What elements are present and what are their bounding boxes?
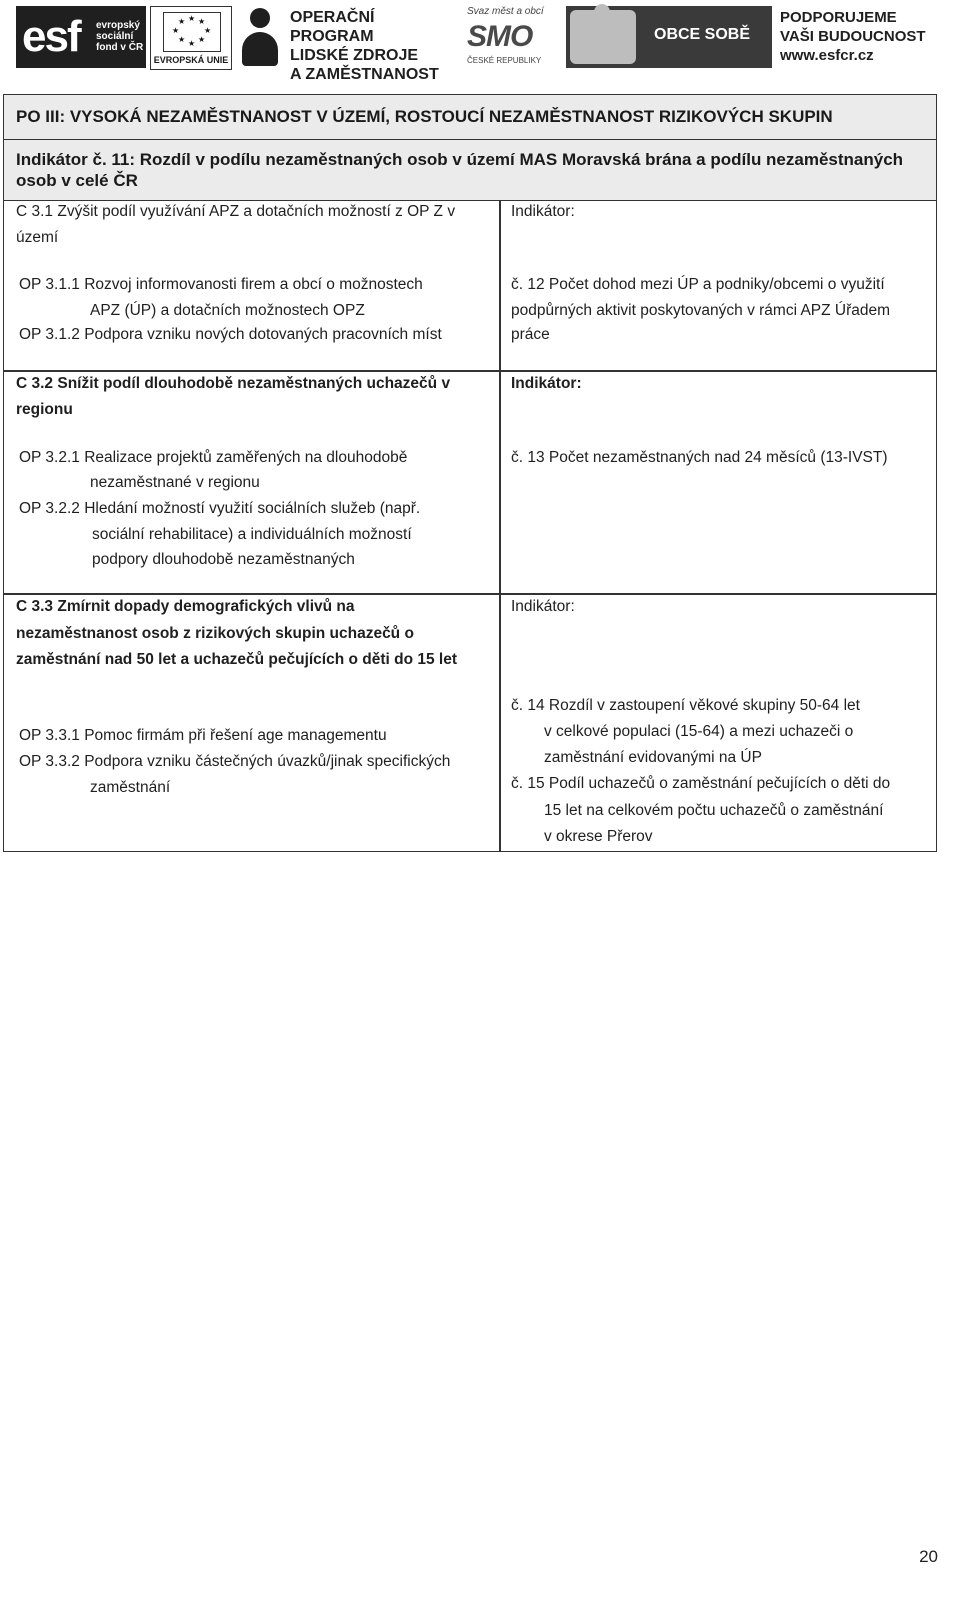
priority-table [3, 94, 937, 852]
goal-line: C 3.2 Snížit podíl dlouhodobě nezaměstnaných uchazečů v [16, 375, 451, 392]
indicator-header [4, 140, 936, 201]
smo-logo [465, 6, 557, 68]
goal-line: nezaměstnanost osob z rizikových skupin uchazečů o [16, 625, 414, 642]
esf-text: evropský sociální fond v ČR [96, 20, 144, 53]
obce-sobe-logo [566, 6, 772, 68]
goal-line: C 3.3 Zmírnit dopady demografických vlivů na [16, 598, 355, 615]
op-line: sociální rehabilitace) a individuálních možností [92, 526, 412, 543]
eu-logo [150, 6, 232, 70]
priority-header [4, 95, 936, 140]
indicator-line: zaměstnání evidovanými na ÚP [544, 749, 762, 766]
esf-mark: esf [22, 12, 80, 61]
indicator-line: v celkové populaci (15-64) a mezi uchazeči o [544, 723, 854, 740]
indicator-line: č. 15 Podíl uchazečů o zaměstnání pečujících o děti do [511, 775, 891, 792]
op-line: OP 3.3.2 Podpora vzniku částečných úvazků/jinak specifických [19, 753, 451, 770]
indicator-line: v okrese Přerov [544, 828, 653, 845]
priority-title: PO III: VYSOKÁ NEZAMĚSTNANOST V ÚZEMÍ, ROSTOUCÍ NEZAMĚSTNANOST RIZIKOVÝCH SKUPIN [16, 107, 833, 126]
goal-line: zaměstnání nad 50 let a uchazečů pečujících o děti do 15 let [16, 651, 458, 668]
op-line: nezaměstnané v regionu [90, 474, 260, 491]
eu-caption: EVROPSKÁ UNIE [153, 55, 229, 65]
esf-slogan: PODPORUJEME VAŠI BUDOUCNOST www.esfcr.cz [780, 9, 926, 64]
indicator-line: č. 12 Počet dohod mezi ÚP a podniky/obcemi o využití [511, 276, 885, 293]
goal-line: území [16, 229, 59, 246]
column-divider [499, 201, 501, 851]
indicator-line: práce [511, 326, 550, 343]
eu-flag-icon: ★ ★ ★ ★ ★ ★ ★ ★ [163, 12, 221, 52]
op-line: OP 3.3.1 Pomoc firmám při řešení age managementu [19, 727, 387, 744]
indicator-line: č. 13 Počet nezaměstnaných nad 24 měsíců (13-IVST) [511, 449, 888, 466]
indicator-line: 15 let na celkovém počtu uchazečů o zaměstnání [544, 802, 884, 819]
indicator-line: podpůrných aktivit poskytovaných v rámci APZ Úřadem [511, 302, 891, 319]
op-line: APZ (ÚP) a dotačních možnostech OPZ [90, 302, 365, 319]
indicator-label: Indikátor: [511, 203, 575, 220]
puzzle-icon [570, 10, 636, 64]
page-number: 20 [919, 1547, 938, 1566]
indicator-label: Indikátor: [511, 375, 582, 392]
smo-top-text: Svaz měst a obcí [467, 6, 544, 17]
logo-band [0, 0, 960, 83]
goal-line: regionu [16, 401, 73, 418]
indicator-title: Indikátor č. 11: Rozdíl v podílu nezaměstnaných osob v území MAS Moravská brána a podílu nezaměstnaných osob v celé ČR [16, 150, 904, 190]
person-icon [242, 8, 278, 66]
oplzz-logo [242, 6, 457, 83]
op-line: OP 3.2.2 Hledání možností využití sociálních služeb (např. [19, 500, 421, 517]
indicator-line: č. 14 Rozdíl v zastoupení věkové skupiny 50-64 let [511, 697, 860, 714]
op-line: zaměstnání [90, 779, 171, 796]
op-line: OP 3.1.2 Podpora vzniku nových dotovaných pracovních míst [19, 326, 442, 343]
oplzz-text: OPERAČNÍ PROGRAM LIDSKÉ ZDROJE A ZAMĚSTNANOST [290, 9, 439, 83]
esf-logo [16, 6, 146, 68]
op-line: OP 3.1.1 Rozvoj informovanosti firem a obcí o možnostech [19, 276, 423, 293]
indicator-label: Indikátor: [511, 598, 575, 615]
smo-mark: SMO [467, 20, 533, 53]
goal-line: C 3.1 Zvýšit podíl využívání APZ a dotačních možností z OP Z v [16, 203, 456, 220]
op-line: podpory dlouhodobě nezaměstnaných [92, 551, 355, 568]
op-line: OP 3.2.1 Realizace projektů zaměřených na dlouhodobě [19, 449, 408, 466]
smo-bottom-text: ČESKÉ REPUBLIKY [467, 56, 542, 65]
obce-sobe-text: OBCE SOBĚ [654, 26, 751, 43]
